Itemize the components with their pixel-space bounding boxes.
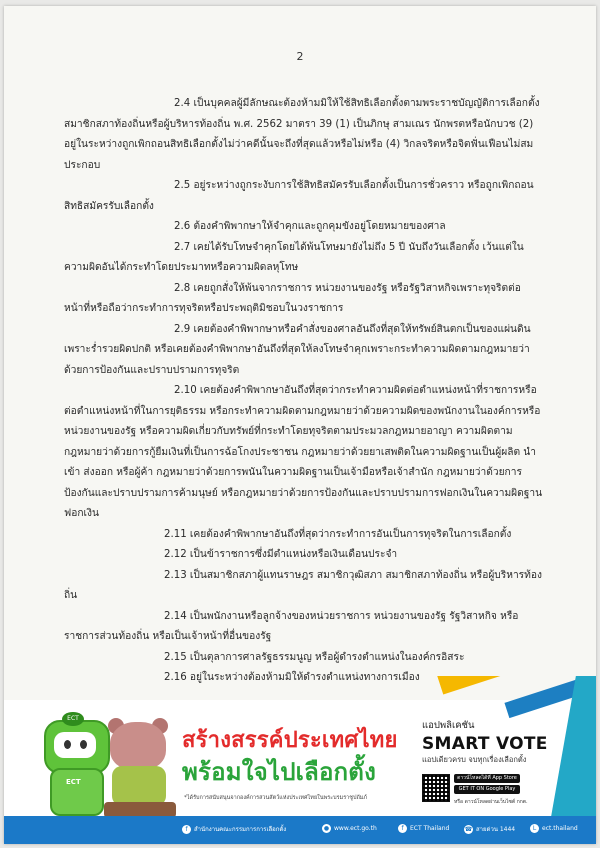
smart-vote-ad	[422, 718, 592, 818]
app-caption: แอปพลิเคชัน	[422, 720, 475, 731]
download-website-note: หรือ ดาวน์โหลดผ่านเว็บไซต์ กกต.	[454, 799, 528, 805]
paragraph-2: 2.5 อยู่ระหว่างถูกระงับการใช้สิทธิสมัครรับเลือกตั้งเป็นการชั่วคราว หรือถูกเพิกถอนสิทธิสมัครรับเลือกตั้ง	[64, 180, 534, 212]
document-body	[64, 94, 544, 689]
sponsor-note: *ได้รับการสนับสนุนจากองค์การสวนสัตว์แห่งประเทศไทยในพระบรมราชูปถัมภ์	[184, 795, 368, 801]
paragraph-3: 2.6 ต้องคำพิพากษาให้จำคุกและถูกคุมขังอยู่โดยหมายของศาล	[174, 221, 446, 232]
paragraph-10: 2.13 เป็นสมาชิกสภาผู้แทนราษฎร สมาชิกวุฒิสภา สมาชิกสภาท้องถิ่น หรือผู้บริหารท้องถิ่น	[64, 569, 542, 601]
footer-facebook[interactable]: f ECT Thailand	[398, 824, 449, 833]
google-play-badge[interactable]: GET IT ON Google Play	[454, 785, 520, 794]
paragraph-9: 2.12 เป็นข้าราชการซึ่งมีตำแหน่งหรือเงินเดือนประจำ	[164, 549, 398, 560]
facebook-icon: f	[182, 825, 191, 834]
paragraph-5: 2.8 เคยถูกสั่งให้พ้นจากราชการ หน่วยงานของรัฐ หรือรัฐวิสาหกิจเพราะทุจริตต่อหน้าที่หรือถือว่ากระทำการทุจริตหรือประพฤติมิชอบในวงราชการ	[64, 282, 521, 314]
mascot-body	[50, 768, 104, 816]
mascot-eye	[80, 740, 87, 749]
hippo-head	[110, 722, 166, 770]
slogan-line-2: พร้อมใจไปเลือกตั้ง	[182, 758, 376, 786]
footer-hotline: ☎ สายด่วน 1444	[464, 826, 516, 833]
app-tagline: แอปเดียวครบ จบทุกเรื่องเลือกตั้ง	[422, 755, 527, 764]
qr-code-icon[interactable]	[422, 774, 450, 802]
paragraph-12: 2.15 เป็นตุลาการศาลรัฐธรรมนูญ หรือผู้ดำรงตำแหน่งในองค์กรอิสระ	[164, 651, 465, 663]
footer-website[interactable]: ● www.ect.go.th	[323, 825, 377, 832]
hippo-figure-image	[104, 722, 176, 818]
app-name: SMART VOTE	[422, 734, 548, 754]
paragraph-7: 2.10 เคยต้องคำพิพากษาอันถึงที่สุดว่ากระทำความผิดต่อตำแหน่งหน้าที่ราชการหรือต่อตำแหน่งหน้าที่ในการยุติธรรม หรือกระทำความผิดตามกฎหมายว่าด้วยความผิดของพนักงานในองค์การหรือหน่วยงานของรัฐ หรือความผิดเกี่ยวกับทรัพย์ที่กระทำโดยทุจริตตามประมวลกฎหมายอาญา ความผิดตามกฎหมายว่าด้วยการกู้ยืมเงินที่เป็นการฉ้อโกงประชาชน กฎหมายว่าด้วยยาเสพติดในความผิดฐานเป็นผู้ผลิต นำเข้า ส่งออก หรือผู้ค้า กฎหมายว่าด้วยการพนันในความผิดฐานเป็นเจ้ามือหรือเจ้าสำนัก กฎหมายว่าด้วยการป้องกันและปราบปรามการค้ามนุษย์ หรือกฎหมายว่าด้วยการป้องกันและปราบปรามการฟอกเงินในความผิดฐานฟอกเงิน	[64, 385, 543, 519]
mascot-eye	[64, 740, 71, 749]
mascot-label: ECT	[66, 778, 81, 786]
paragraph-8: 2.11 เคยต้องคำพิพากษาอันถึงที่สุดว่ากระทำการอันเป็นการทุจริตในการเลือกตั้ง	[164, 528, 512, 540]
paragraph-11: 2.14 เป็นพนักงานหรือลูกจ้างของหน่วยราชการ หน่วยงานของรัฐ รัฐวิสาหกิจ หรือราชการส่วนท้องถิ่น หรือเป็นเจ้าหน้าที่อื่นของรัฐ	[64, 610, 519, 642]
app-store-badge[interactable]: ดาวน์โหลดได้ที่ App Store	[454, 774, 520, 783]
election-banner	[4, 676, 596, 844]
banner-footer	[4, 816, 596, 844]
paragraph-4: 2.7 เคยได้รับโทษจำคุกโดยได้พ้นโทษมายังไม่ถึง 5 ปี นับถึงวันเลือกตั้ง เว้นแต่ในความผิดอันได้กระทำโดยประมาทหรือความผิดลหุโทษ	[64, 241, 524, 273]
slogan-line-1: สร้างสรรค์ประเทศไทย	[182, 728, 398, 753]
facebook-icon: f	[398, 824, 407, 833]
mascot-cap: ECT	[62, 712, 84, 726]
footer-line[interactable]: L ect.thailand	[530, 824, 578, 833]
page-number: 2	[296, 50, 304, 63]
mascot-face	[54, 732, 96, 758]
phone-icon: ☎	[464, 826, 473, 833]
paragraph-6: 2.9 เคยต้องคำพิพากษาหรือคำสั่งของศาลอันถึงที่สุดให้ทรัพย์สินตกเป็นของแผ่นดินเพราะร่ำรวยผิดปกติ หรือเคยต้องคำพิพากษาอันถึงที่สุดให้ลงโทษจำคุกเพราะกระทำความผิดตามกฎหมายว่าด้วยการป้องกันและปราบปรามการทุจริต	[64, 323, 531, 376]
document-page	[4, 6, 596, 844]
line-icon: L	[530, 824, 539, 833]
footer-office: f สำนักงานคณะกรรมการการเลือกตั้ง	[182, 824, 286, 834]
hippo-body	[112, 766, 166, 806]
globe-icon: ●	[323, 825, 330, 832]
paragraph-13: 2.16 อยู่ในระหว่างต้องห้ามมิให้ดำรงตำแหน่งทางการเมือง	[164, 672, 420, 683]
paragraph-1: 2.4 เป็นบุคคลผู้มีลักษณะต้องห้ามมิให้ใช้สิทธิเลือกตั้งตามพระราชบัญญัติการเลือกตั้งสมาชิกสภาท้องถิ่นหรือผู้บริหารท้องถิ่น พ.ศ. 2562 มาตรา 39 (1) เป็นภิกษุ สามเณร นักพรตหรือนักบวช (2) อยู่ในระหว่างถูกเพิกถอนสิทธิเลือกตั้งไม่ว่าคดีนั้นจะถึงที่สุดแล้วหรือไม่หรือ (4) วิกลจริตหรือจิตฟั่นเฟือนไม่สมประกอบ	[64, 98, 540, 171]
